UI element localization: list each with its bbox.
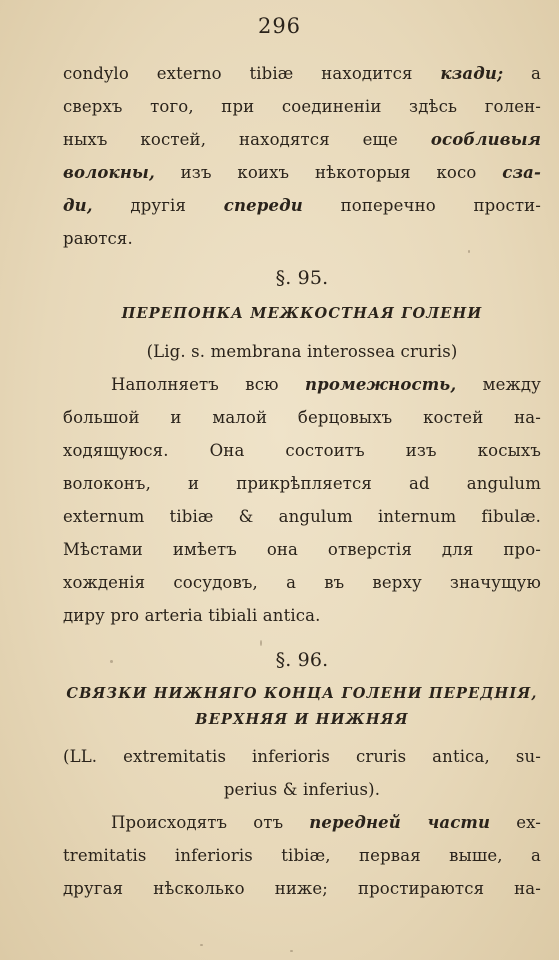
- paper-speck: [110, 660, 113, 663]
- paragraph-continuation: [63, 57, 541, 255]
- section-95-heading: ПЕРЕПОНКА МЕЖКОСТНАЯ ГОЛЕНИ: [121, 305, 483, 322]
- text-line: ди, другія спереди поперечно прости-: [63, 196, 541, 215]
- paper-speck: [468, 250, 470, 253]
- text-line: ходящуюся. Она состоитъ изъ косыхъ: [63, 441, 541, 460]
- section-95-heading-wrap: [63, 301, 541, 327]
- text-line: Происходятъ отъ передней части ex-: [111, 813, 541, 832]
- paper-speck: [200, 944, 203, 946]
- page-number: 296: [257, 14, 302, 38]
- text-line: Мѣстами имѣетъ она отверстія для про-: [63, 540, 541, 559]
- section-96-mark-wrap: [63, 644, 541, 677]
- text-line: большой и малой берцовыхъ костей на-: [63, 408, 541, 427]
- section-95-mark-wrap: [63, 262, 541, 295]
- text-line: диру pro arteria tibiali antica.: [63, 606, 321, 625]
- section-95-body: [63, 335, 541, 632]
- text-line: волокны, изъ коихъ нѣкоторыя косо сза-: [63, 163, 541, 182]
- text-line: сверхъ того, при соединеніи здѣсь голен-: [63, 97, 541, 116]
- section-95-mark: §. 95.: [275, 267, 329, 289]
- text-line: externum tibiæ & angulum internum fibulæ.: [63, 507, 541, 526]
- section-96-mark: §. 96.: [275, 649, 329, 671]
- section-95-latin: (Lig. s. membrana interossea cruris): [146, 342, 458, 361]
- text-line: волоконъ, и прикрѣпляется ad angulum: [63, 474, 541, 493]
- text-line: раются.: [63, 229, 133, 248]
- text-line: condylo externo tibiæ находится кзади; а: [63, 64, 541, 83]
- section-96-latin-line-2: perius & inferius).: [223, 780, 381, 799]
- section-96-heading-line-1: СВЯЗКИ НИЖНЯГО КОНЦА ГОЛЕНИ ПЕРЕДНІЯ,: [66, 685, 538, 702]
- section-96-latin-line-1: (LL. extremitatis inferioris cruris antica, su-: [63, 747, 541, 766]
- text-line: ныхъ костей, находятся еще особливыя: [63, 130, 541, 149]
- text-line: другая нѣсколько ниже; простираются на-: [63, 879, 541, 898]
- text-line: Наполняетъ всю промежность, между: [111, 375, 541, 394]
- section-96-body: [63, 740, 541, 905]
- paper-speck: [260, 640, 262, 646]
- text-line: tremitatis inferioris tibiæ, первая выше, а: [63, 846, 541, 865]
- section-96-heading-line-2: ВЕРХНЯЯ И НИЖНЯЯ: [195, 711, 409, 728]
- paper-speck: [290, 950, 293, 952]
- section-96-heading-wrap: [63, 681, 541, 733]
- text-line: хожденія сосудовъ, а въ верху значущую: [63, 573, 541, 592]
